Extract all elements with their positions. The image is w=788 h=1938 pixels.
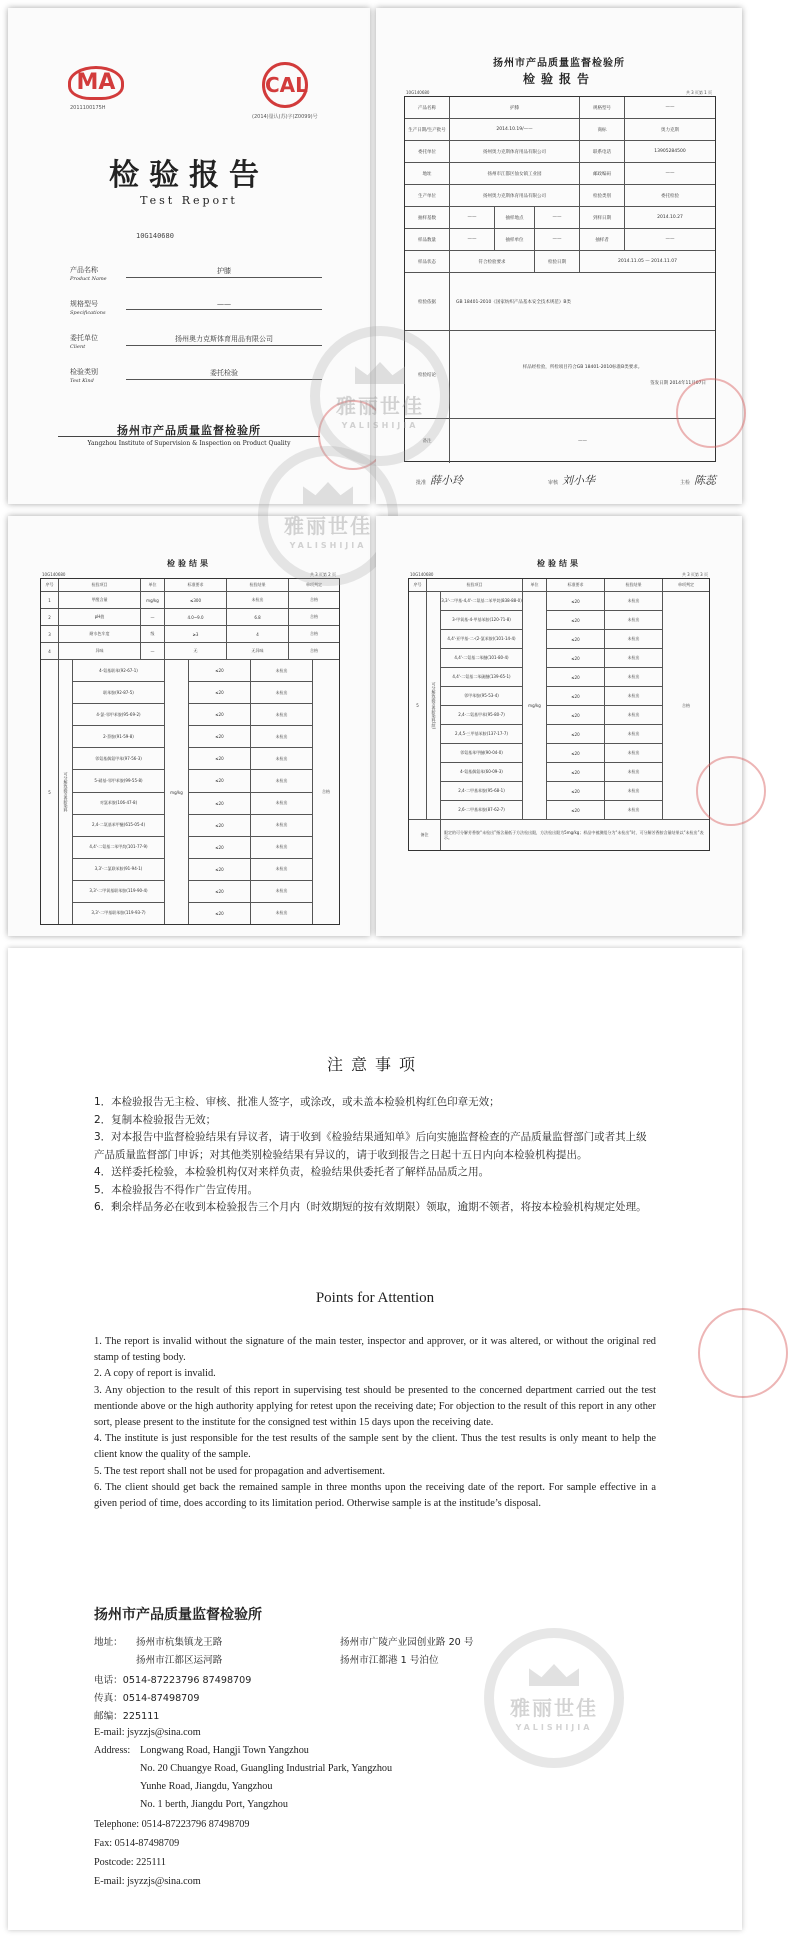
remark-row: 备注 限定的可分解芳香胺“未检出”指含量低于方法检出限，方法检出限为5mg/kg；样品中被测组分为“未检出”时，可分解芳香胺含量结果以“未检出”表示。 [409, 820, 709, 850]
report-number: 10G140680 [406, 90, 430, 95]
notice-item-en: 4. The institute is just responsible for the test results of the sample sent by the client. Thus the test results is only meant to help the client know the quality of the sample. [94, 1433, 656, 1461]
address-line: 扬州市广陵产业园创业路 20 号 [340, 1637, 474, 1648]
notice-item: 6．剩余样品务必在收到本检验报告三个月内（时效期短的按有效期限）领取，逾期不领者，将按本检验机构规定处理。 [94, 1201, 647, 1213]
notice-item: 3．对本报告中监督检验结果有异议者，请于收到《检验结果通知单》后向实施监督检查的产品质量监督部门或者其上级产品质量监督部门申诉；对其他类别检验结果有异议的，请于收到报告之日起十五日内向本检验机构提出。 [94, 1131, 647, 1161]
table-row: 生产日期/生产批号 2014.10.19/—— 商标 奥力克斯 [405, 119, 715, 141]
address-en-line: No. 20 Chuangye Road, Guangling Industrial Park, Yangzhou [140, 1763, 393, 1774]
contact-fax-en: Fax: 0514-87498709 [94, 1838, 180, 1849]
ma-logo: MA [68, 66, 124, 100]
results-title: 检验结果 [167, 558, 211, 568]
notice-item: 1．本检验报告无主检、审核、批准人签字，或涂改，或未盖本检验机构红色印章无效； [94, 1096, 500, 1108]
cover-subtitle: Test Report [140, 194, 238, 207]
amine-group-row: 5 可分解致癌芳香胺染料(续) 3,3'-二甲基-4,4'-二氨基二苯甲烷(838-88-0) 3-甲氧基-4-甲基苯胺(120-71-8) 4,4'-亚甲基-二-(2-氯苯胺)(101-14-4) 4,4'-二氨基二苯醚(101-80-4) 4,4'-二氨基二苯硫醚(139-65-1) 邻甲苯胺(95-53-4) 2,4-二氨基甲苯(95-80-7) 2,4,5-三甲基苯胺(137-17-7) 邻氨基苯甲醚(90-04-0) 4-氨基偶氮苯(60-09-3) 2,4-二甲基苯胺(95-68-1) 2,6-二甲基苯胺(87-62-7) mg/kg ≤20 ≤20 ≤20 ≤20 ≤20 ≤20 ≤20 ≤20 ≤20 ≤20 ≤20 ≤20 未检出 未检出 未检出 未检出 未检出 未检出 未检出 未检出 未检出 未检出 未检出 未检出 合格 [409, 592, 709, 820]
results-report-number: 10G140680 [42, 572, 66, 577]
notice-item: 5．本检验报告不得作广告宣传用。 [94, 1183, 259, 1196]
results-table-1 [40, 578, 340, 925]
notice-item: 2．复制本检验报告无效； [94, 1113, 217, 1126]
table-row: 2 pH值 — 4.0~9.0 6.8 合格 [41, 609, 339, 626]
contact-institute: 扬州市产品质量监督检验所 [94, 1607, 262, 1623]
ma-number: 2011100175H [70, 105, 106, 111]
report-issue-date: 签发日期 2014年11月07日 [650, 380, 706, 386]
report-institute: 扬州市产品质量监督检验所 [493, 58, 625, 69]
table-header: 序号 检验项目 单位 标准要求 检验结果 单项判定 [409, 579, 709, 592]
table-row: 生产单位 扬州奥力克斯体育用品有限公司 检验类别 委托检验 [405, 185, 715, 207]
notice-items-en [94, 1334, 656, 1512]
amine-limit-column: ≤20 ≤20 ≤20 ≤20 ≤20 ≤20 ≤20 ≤20 ≤20 ≤20 ≤20 ≤20 [189, 660, 251, 924]
table-row: 1 甲醛含量 mg/kg ≤300 未检出 合格 [41, 592, 339, 609]
contact-email: E-mail: jsyzzjs@sina.com [94, 1727, 201, 1738]
cover-divider [58, 436, 320, 437]
cover-page [8, 8, 370, 504]
notice-items-cn [94, 1094, 654, 1217]
address-label: 地址： [94, 1637, 123, 1648]
results-table-2 [408, 578, 710, 851]
cover-institute: 扬州市产品质量监督检验所 [117, 424, 261, 437]
table-row: 产品名称 护膝 规格型号 —— [405, 97, 715, 119]
cal-number: (2014)量认(苏)字(Z0099)号 [252, 114, 318, 120]
contact-tel-en: Telephone: 0514-87223796 87498709 [94, 1819, 250, 1830]
amine-result-column: 未检出 未检出 未检出 未检出 未检出 未检出 未检出 未检出 未检出 未检出 未检出 未检出 [605, 592, 663, 819]
table-header: 序号 检验项目 单位 标准要求 检验结果 单项判定 [41, 579, 339, 592]
notice-title-en: Points for Attention [315, 1290, 435, 1306]
address-en-line: Yunhe Road, Jiangdu, Yangzhou [140, 1781, 273, 1792]
report-title: 检验报告 [522, 72, 595, 86]
results-page-2 [376, 516, 742, 936]
address-line: 扬州市杭集镇龙王路 [136, 1637, 223, 1648]
cover-field-client: 委托单位 Client 扬州奥力克斯体育用品有限公司 [70, 334, 330, 352]
amine-group-label: 可分解致癌芳香胺染料 [59, 660, 73, 924]
cal-logo: CAL [262, 62, 308, 108]
cover-institute-en: Yangzhou Institute of Supervision & Inspection on Product Quality [87, 440, 291, 447]
contact-postcode-en: Postcode: 225111 [94, 1857, 166, 1868]
signature-approver: 批准 薛小玲 [416, 474, 464, 487]
amine-group-row: 5 可分解致癌芳香胺染料 4-氨基联苯(92-67-1) 联苯胺(92-87-5) 4-氯-邻甲苯胺(95-69-2) 2-萘胺(91-59-8) 邻氨基偶氮甲苯(97-56-3) 5-硝基-邻甲苯胺(99-55-8) 对氯苯胺(106-47-8) 2,4-二氨基苯甲醚(615-05-4) 4,4'-二氨基二苯甲烷(101-77-9) 3,3'-二氯联苯胺(91-94-1) 3,3'-二甲氧基联苯胺(119-90-4) 3,3'-二甲基联苯胺(119-93-7) mg/kg ≤20 ≤20 ≤20 ≤20 ≤20 ≤20 ≤20 ≤20 ≤20 ≤20 ≤20 ≤20 未检出 未检出 未检出 未检出 未检出 未检出 未检出 未检出 未检出 未检出 未检出 未检出 合格 [41, 660, 339, 924]
table-row: 检验依据 GB 18401-2010《国家纺织产品基本安全技术规范》B类 [405, 273, 715, 331]
contact-email-en: E-mail: jsyzzjs@sina.com [94, 1876, 201, 1887]
address-line: 扬州市江都区运河路 [136, 1655, 223, 1666]
cover-field-spec: 规格型号 Specifications —— [70, 300, 330, 318]
signature-tester: 主检 陈蕊 [679, 474, 716, 487]
red-stamp [698, 1308, 788, 1398]
report-page [336, 8, 742, 504]
report-page-number: 共 3 页第 1 页 [685, 90, 712, 95]
amine-result-column: 未检出 未检出 未检出 未检出 未检出 未检出 未检出 未检出 未检出 未检出 未检出 未检出 [251, 660, 313, 924]
results-page-number: 共 3 页第 3 页 [681, 572, 708, 577]
cover-report-number: 10G140680 [136, 232, 174, 240]
watermark-logo: 雅丽世佳 YALISHIJIA [484, 1628, 624, 1768]
results-page-number: 共 3 页第 2 页 [309, 572, 336, 577]
table-row: 4 异味 — 无 无异味 合格 [41, 643, 339, 660]
cover-field-product: 产品名称 Product Name 护膝 [70, 266, 330, 284]
results-report-number: 10G140680 [410, 572, 434, 577]
signature-inspector: 审核 刘小华 [547, 474, 595, 487]
address-en-label: Address: [94, 1745, 131, 1756]
contact-tel: 电话：0514-87223796 87498709 [94, 1675, 252, 1686]
notice-item-en: 6. The client should get back the remained sample in three months upon the receiving date of the report. For sample effective in a given period of time, does according to its limitation period. Otherwise sample is at the institude’s disposal. [94, 1481, 656, 1510]
remark-text: 限定的可分解芳香胺“未检出”指含量低于方法检出限，方法检出限为5mg/kg；样品中被测组分为“未检出”时，可分解芳香胺含量结果以“未检出”表示。 [444, 829, 704, 840]
watermark-logo: 雅丽世佳 YALISHIJIA [258, 446, 398, 586]
results-title: 检验结果 [537, 558, 581, 568]
notice-item-en: 5. The test report shall not be used for propagation and advertisement. [94, 1465, 385, 1477]
watermark-logo: 雅丽世佳 YALISHIJIA [310, 326, 450, 466]
table-row: 委托单位 扬州奥力克斯体育用品有限公司 联系电话 13905284500 [405, 141, 715, 163]
notice-item-en: 3. Any objection to the result of this report in supervising test should be presented to the concerned department carried out the test mentionde above or the high authority applying for retest upon the receiving date; For objection to the result of this report in any other sort, please present to the institute for the consigned test within 15 days upon the receiving date. [94, 1384, 656, 1429]
amine-name-column: 4-氨基联苯(92-67-1) 联苯胺(92-87-5) 4-氯-邻甲苯胺(95-69-2) 2-萘胺(91-59-8) 邻氨基偶氮甲苯(97-56-3) 5-硝基-邻甲苯胺(99-55-8) 对氯苯胺(106-47-8) 2,4-二氨基苯甲醚(615-05-4) 4,4'-二氨基二苯甲烷(101-77-9) 3,3'-二氯联苯胺(91-94-1) 3,3'-二甲氧基联苯胺(119-90-4) 3,3'-二甲基联苯胺(119-93-7) [73, 660, 165, 924]
notice-item-en: 2. A copy of report is invalid. [94, 1368, 216, 1380]
crown-icon [529, 1664, 579, 1686]
notice-item: 4．送样委托检验，本检验机构仅对来样负责，检验结果供委托者了解样品品质之用。 [94, 1166, 490, 1178]
table-row: 检验结论 样品经检验，所检项目符合GB 18401-2010标准B类要求。 签发日期 2014年11月07日 [405, 331, 715, 419]
results-page-1 [8, 516, 370, 936]
report-signatures [416, 472, 716, 488]
amine-group-label: 可分解致癌芳香胺染料(续) [427, 592, 441, 819]
table-row: 样品状态 符合检验要求 检验日期 2014.11.05 — 2014.11.07 [405, 251, 715, 273]
table-row: 抽样基数 —— 抽样地点 —— 到样日期 2014.10.27 [405, 207, 715, 229]
address-en-line: No. 1 berth, Jiangdu Port, Yangzhou [140, 1799, 288, 1810]
table-row: 备注 —— [405, 419, 715, 463]
notice-item-en: 1. The report is invalid without the signature of the main tester, inspector and approver, or it was altered, or without the original red stamp of testing body. [94, 1336, 656, 1364]
contact-postcode: 邮编：225111 [94, 1711, 160, 1722]
amine-name-column: 3,3'-二甲基-4,4'-二氨基二苯甲烷(838-88-0) 3-甲氧基-4-甲基苯胺(120-71-8) 4,4'-亚甲基-二-(2-氯苯胺)(101-14-4) 4,4'-二氨基二苯醚(101-80-4) 4,4'-二氨基二苯硫醚(139-65-1) 邻甲苯胺(95-53-4) 2,4-二氨基甲苯(95-80-7) 2,4,5-三甲基苯胺(137-17-7) 邻氨基苯甲醚(90-04-0) 4-氨基偶氮苯(60-09-3) 2,4-二甲基苯胺(95-68-1) 2,6-二甲基苯胺(87-62-7) [441, 592, 523, 819]
cover-title: 检验报告 [109, 158, 269, 193]
address-line: 扬州市江都港 1 号泊位 [340, 1655, 439, 1666]
cover-field-testkind: 检验类别 Test Kind 委托检验 [70, 368, 330, 386]
report-info-table [404, 96, 716, 462]
notice-title: 注意事项 [326, 1055, 423, 1074]
table-row: 地址 扬州市江都区仙女镇工业园 邮政编码 —— [405, 163, 715, 185]
address-en-line: Longwang Road, Hangji Town Yangzhou [140, 1745, 309, 1756]
table-row: 样品数量 —— 抽样单位 —— 抽样者 —— [405, 229, 715, 251]
contact-fax: 传真：0514-87498709 [94, 1693, 200, 1704]
amine-limit-column: ≤20 ≤20 ≤20 ≤20 ≤20 ≤20 ≤20 ≤20 ≤20 ≤20 ≤20 ≤20 [547, 592, 605, 819]
table-row: 3 耐水色牢度 级 ≥3 4 合格 [41, 626, 339, 643]
report-conclusion: 样品经检验，所检项目符合GB 18401-2010标准B类要求。 [522, 364, 643, 370]
notice-page [8, 948, 742, 1930]
